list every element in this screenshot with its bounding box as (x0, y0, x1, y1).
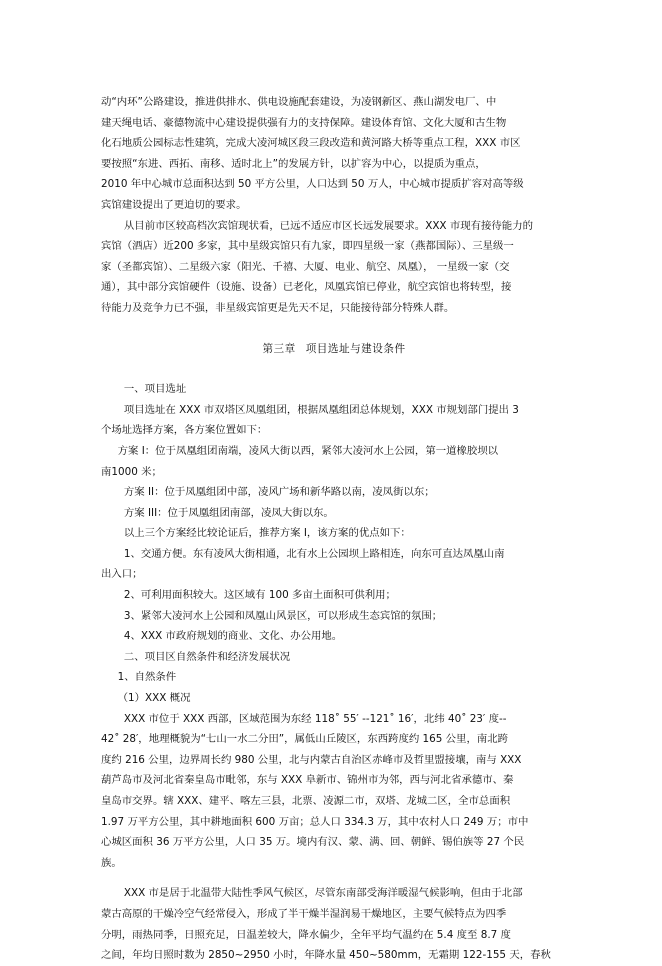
text-line: 待能力及竞争力已不强，非星级宾馆更是先天不足，只能接待部分特殊人群。 (101, 301, 455, 314)
section-heading: 一、项目选址 (123, 383, 187, 396)
section-heading: 二、项目区自然条件和经济发展状况 (123, 650, 291, 663)
paragraph-development-plan (101, 92, 567, 216)
text-line: 通），其中部分宾馆硬件（设施、设备）已老化，凤凰宾馆已停业，航空宾馆也将转型，接 (101, 281, 512, 294)
subsection-heading: （1）XXX 概况 (117, 692, 191, 705)
text-line: 心城区面积 36 万平方公里，人口 35 万。境内有汉、蒙、满、回、朝鲜、锡伯族等 27 个民 (101, 836, 525, 849)
text-line: 南1000 米； (101, 465, 162, 478)
text-line: 族。 (101, 856, 122, 869)
chapter-heading (101, 339, 567, 360)
text-line: 之间，年均日照时数为 2850~2950 小时，年降水量 450~580mm，无霜期 122-155 天，春秋 (101, 949, 551, 962)
text-line: 42˚ 28′，地理概貌为“七山一水二分田”，属低山丘陵区，东西跨度约 165 公里，南北跨 (101, 733, 509, 746)
text-line: 宾馆建设提出了更迫切的要求。 (101, 198, 247, 211)
chapter-title: 项目选址与建设条件 (305, 342, 406, 355)
text-line: 皇岛市交界。辖 XXX、建平、喀左三县，北票、凌源二市，双塔、龙城二区，全市总面积 (101, 795, 511, 807)
text-line: 化石地质公园标志性建筑，完成大凌河城区段三段改造和黄河路大桥等重点工程，XXX 市区 (101, 137, 521, 150)
chapter-number: 第三章 (262, 342, 296, 355)
advantage-4: 4、XXX 市政府规划的商业、文化、办公用地。 (123, 630, 343, 643)
advantage-3: 3、紧邻大凌河水上公园和凤凰山风景区，可以形成生态宾馆的氛围； (123, 609, 443, 622)
text-line: 1.97 万平方公里，其中耕地面积 600 万亩；总人口 334.3 万，其中农村人口 249 万；市中 (101, 815, 529, 828)
subsection-heading: 1、自然条件 (117, 671, 177, 684)
text-line: XXX 市位于 XXX 西部，区域范围为东经 118˚ 55′ --121˚ 16′，北纬 40˚ 23′ 度-- (123, 712, 507, 725)
section-natural-conditions (101, 647, 567, 966)
option-2: 方案 II：位于凤凰组团中部，凌风广场和新华路以南，凌凤街以东； (123, 486, 435, 499)
text-line: 分明，雨热同季，日照充足，日温差较大，降水偏少，全年平均气温约在 5.4 度至 8.7 度 (101, 928, 511, 941)
section-site-selection (101, 379, 567, 647)
text-line: 2010 年中心城市总面积达到 50 平方公里，人口达到 50 万人，中心城市提质扩容对高等级 (101, 178, 524, 191)
text-line: 个场址选择方案，各方案位置如下： (101, 424, 268, 437)
text-line: XXX 市是居于北温带大陆性季风气候区，尽管东南部受海洋暖湿气候影响，但由于北部 (123, 887, 523, 900)
advantage-1: 1、交通方便。东有凌风大街相通，北有水上公园坝上路相连，向东可直达凤凰山南 (123, 547, 505, 560)
text-line: 家（圣都宾馆）、二星级六家（阳光、千禧、大厦、电业、航空、凤凰）， 一星级一家（交 (101, 260, 510, 273)
text-line: 以上三个方案经比较论证后，推荐方案 I，该方案的优点如下： (123, 527, 411, 540)
option-1: 方案 I：位于凤凰组团南端，凌风大街以西，紧邻大凌河水上公园，第一道橡胶坝以 (117, 444, 499, 457)
text-line: 项目选址在 XXX 市双塔区凤凰组团，根据凤凰组团总体规划，XXX 市规划部门提出 3 (123, 403, 519, 416)
text-line: 度约 216 公里，边界周长约 980 公里，北与内蒙古自治区赤峰市及哲里盟接壤，南与 XXX (101, 753, 522, 766)
option-3: 方案 III：位于凤凰组团南部，凌凤大街以东。 (123, 506, 334, 519)
text-line: 动“内环”公路建设，推进供排水、供电设施配套建设，为凌钢新区、燕山湖发电厂、中 (101, 96, 497, 108)
text-line: 要按照“东进、西拓、南移、适时北上”的发展方针，以扩容为中心，以提质为重点， (101, 157, 486, 170)
document-body (101, 92, 567, 966)
spacer (101, 873, 567, 883)
advantage-2: 2、可利用面积较大。这区域有 100 多亩土面积可供利用； (123, 589, 396, 602)
text-line: 从目前市区较高档次宾馆现状看，已远不适应市区长远发展要求。XXX 市现有接待能力的 (123, 219, 533, 232)
paragraph-hotel-status (101, 216, 567, 319)
text-line: 葫芦岛市及河北省秦皇岛市毗邻，东与 XXX 阜新市、锦州市为邻，西与河北省承德市、秦 (101, 774, 514, 787)
text-line: 蒙古高原的干燥冷空气经常侵入，形成了半干燥半湿润易干燥地区，主要气候特点为四季 (101, 907, 507, 920)
text-line: 建天绳电话、豪德物流中心建设提供强有力的支持保障。建设体育馆、文化大厦和古生物 (101, 116, 507, 129)
text-line: 出入口； (101, 568, 143, 581)
text-line: 宾馆（酒店）近200 多家，其中星级宾馆只有九家，即四星级一家（燕都国际）、三星级一 (101, 240, 514, 253)
